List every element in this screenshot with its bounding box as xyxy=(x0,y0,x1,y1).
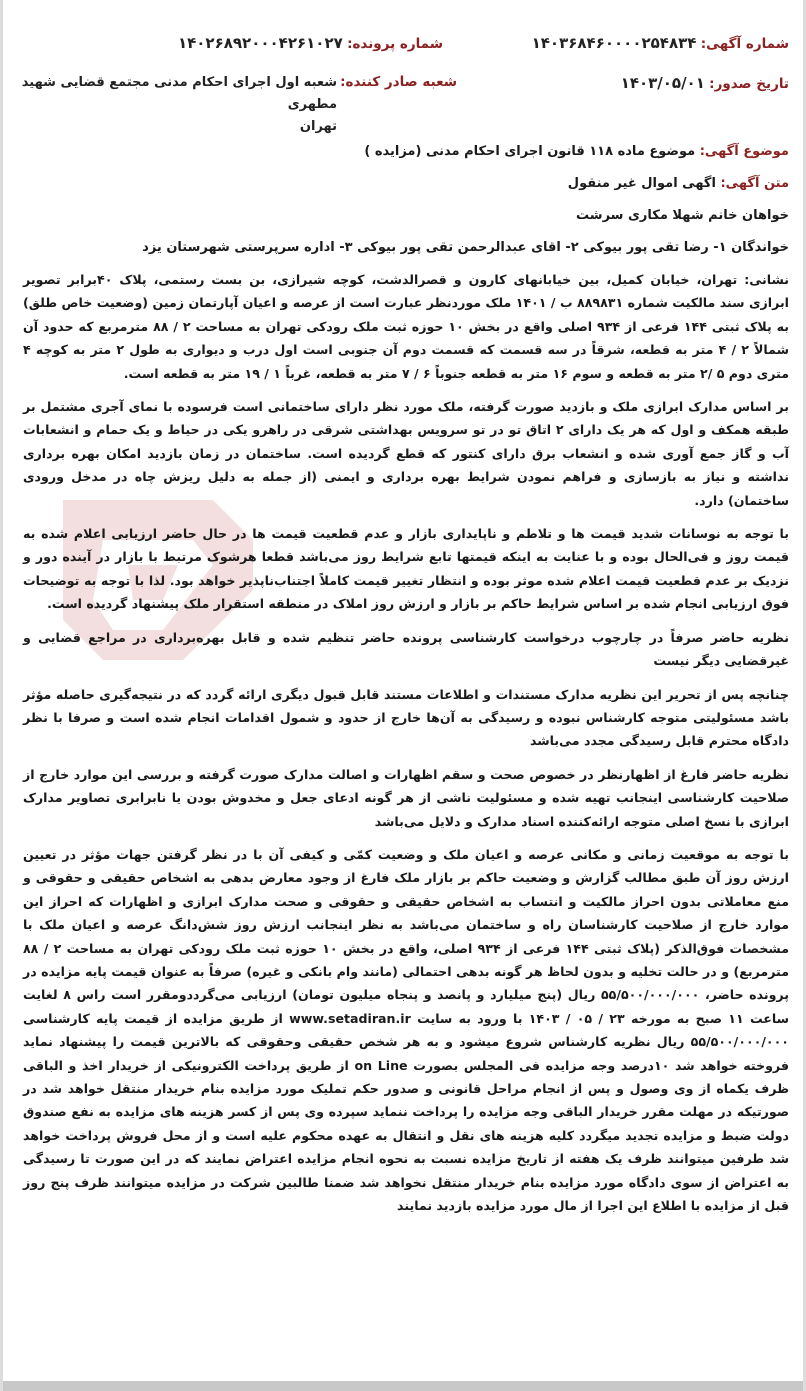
file-number-row xyxy=(178,34,443,52)
file-number-label: شماره پرونده: xyxy=(347,36,443,52)
paragraph-new-documents: چنانچه پس از تحریر این نظریه مدارک مستندات و اطلاعات مستند قابل قبول دیگری ارائه گردد که در نتیجه‌گیری حاصله مؤثر باشد مسئولیتی متوجه کارشناس نبوده و رسیدگی به آن‌ها خارج از حدود و شمول اقدامات انجام شده است و صرفا با نظر دادگاه محترم قابل رسیدگی مجدد می‌باشد xyxy=(23,686,789,749)
paragraph-address: نشانی: تهران، خیابان کمیل، بین خیابانهای کارون و قصرالدشت، کوچه شیرازی، بن بست رستمی، پلاک ۴۰برابر تصویر ابرازی سند مالکیت شماره ۸۸۹۸۳۱ ب / ۱۴۰۱ ملک موردنظر عبارت است از عرصه و اعیان آپارتمان زمین (وضعیت خاص طلق) به پلاک ثبتی ۱۴۴ فرعی از ۹۳۴ اصلی واقع در بخش ۱۰ حوزه ثبت ملک رودکی تهران به مساحت ۲ / ۸۸ مترمربع که حدود آن شمالاً ۲ / ۴ متر به قطعه، شرقاً در سه قسمت که قسمت دوم آن جنوبی است اول درب و دیواری به طول ۲ متر به کوچه ۴ متری دوم ۵ /۲ متر به قطعه و سوم ۱۶ متر به قطعه جنوباً ۶ / ۷ متر به قطعه، غرباً ۱ / ۱۹ متر به قطعه است. xyxy=(23,272,789,381)
paragraph-liability: نظریه حاضر فارغ از اظهارنظر در خصوص صحت و سقم اظهارات و اصالت مدارک صورت گرفته و بررسی این موارد خارج از صلاحیت کارشناسی اینجانب تهیه شده و مسئولیت ناشی از هر گونه ادعای جعل و مخدوش بودن یا نابرابری تصاویر مدارک ابرازی با نسخ اصلی متوجه ارائه‌کننده اسناد مدارک و دلایل می‌باشد xyxy=(23,766,789,829)
paragraph-scope: نظریه حاضر صرفاً در چارچوب درخواست کارشناسی پرونده حاضر تنظیم شده و قابل بهره‌برداری در مراجع قضایی و غیرقضایی دیگر نیست xyxy=(23,629,789,669)
issue-date-label: تاریخ صدور: xyxy=(709,76,789,92)
body-title-line xyxy=(23,172,789,195)
subject-text: موضوع ماده ۱۱۸ قانون اجرای احکام مدنی (مزایده ) xyxy=(364,144,696,159)
subject-label: موضوع آگهی: xyxy=(699,144,789,159)
file-number-value: ۱۴۰۲۶۸۹۲۰۰۰۴۲۶۱۰۲۷ xyxy=(177,34,343,52)
issuer-line-2: تهران xyxy=(299,119,337,134)
paragraph-valuation-auction: با توجه به موقعیت زمانی و مکانی عرصه و اعیان ملک و وضعیت کمّی و کیفی آن با در نظر گرفتن جهات مؤثر در تعیین ارزش روز آن طبق مطالب گزارش و وضعیت حاکم بر بازار ملک فارغ از وجود معارض بدهی به اشخاص حقیقی و حقوقی و منع معاملاتی بدون احراز مالکیت و انتساب به اشخاص حقیقی و حقوقی و صحت مدارک ابرازی و اظهارات که احراز این موارد خارج از صلاحیت کارشناسان راه و ساختمان می‌باشد به نظر اینجانب ارزش روز شش‌دانگ عرصه و اعیان ملک با مشخصات فوق‌الذکر (پلاک ثبتی ۱۴۴ فرعی از ۹۳۴ اصلی، واقع در بخش ۱۰ حوزه ثبت ملک رودکی تهران به مساحت ۲ / ۸۸ مترمربع) و در حالت تخلیه و بدون لحاظ هر گونه بدهی احتمالی (مانند وام بانکی و غیره) صرفاً به عنوان قیمت پایه مزایده در پرونده حاضر، ۵۵/۵۰۰/۰۰۰/۰۰۰ ریال (پنج میلیارد و پانصد و پنجاه میلیون تومان) ارزیابی می‌گرددومقرر است راس ۸ لغایت ساعت ۱۱ صبح به مورخه ۲۳ / ۰۵ / ۱۴۰۳ با ورود به سایت www.setadiran.ir از طریق مزایده از قیمت پایه کارشناسی ۵۵/۵۰۰/۰۰۰/۰۰۰ ریال نظریه کارشناس شروع میشود و به هر شخص حقیقی وحقوقی که بالاترین قیمت را پیشنهاد نماید فروخته خواهد شد ۱۰درصد وجه مزایده فی المجلس بصورت on Line از طریق پرداخت الکترونیکی از خریدار اخذ و الباقی ظرف یکماه از وی وصول و پس از انجام مراحل قانونی و صدور حکم تملیک مورد مزایده بنام خریدار منتقل خواهد شد در صورتیکه در مهلت مقرر خریدار الباقی وجه مزایده را پرداخت ننماید سپرده وی پس از کسر هزینه های مزایده به نفع صندوق دولت ضبط و مزایده تجدید میگردد کلیه هزینه های نقل و انتقال به عهده محکوم علیه است و از محل فروش پرداخت خواهد شد طرفین میتوانند ظرف یک هفته از تاریخ مزایده نسبت به نحوه انجام مزایده اعتراض نمایند که در این صورت تا رسیدگی به اعتراض از سوی دادگاه مورد مزایده بنام خریدار منتقل نخواهد شد ضمنا طالبین شرکت در مزایده میتوانند ظرف پنج روز قبل از مزایده با اطلاع این اجرا از مال مورد مزایده بازدید نمایند xyxy=(23,846,790,1214)
bottom-scrollbar-track xyxy=(3,1381,803,1391)
defendants-line: خواندگان ۱- رضا تقی پور بیوکی ۲- اقای عبدالرحمن تقی پور بیوکی ۳- اداره سرپرستی شهرستان یزد xyxy=(142,240,789,255)
issue-date-value: ۱۴۰۳/۰۵/۰۱ xyxy=(620,74,705,92)
paragraph-price-volatility: با توجه به نوسانات شدید قیمت ها و تلاطم و ناپایداری بازار و عدم قطعیت قیمت ها در حال حاضر ارزیابی اعلام شده به قیمت روز و فی‌الحال بوده و با عنایت به اینکه قیمتها تابع شرایط روز می‌باشد قطعا هرشوک مرتبط با بازار در آینده دور و نزدیک بر عدم قطعیت قیمت اعلام شده موثر بوده و انتظار تغییر قیمت کاملاً اجتناب‌ناپذیر خواهد بود. لذا با توجه به توضیحات فوق ارزیابی انجام شده بر اساس شرایط حاکم بر بازار و ارزش روز املاک در منطقه استقرار ملک پیشنهاد گردیده است. xyxy=(23,526,789,612)
issuer-label-row xyxy=(340,74,457,90)
petitioner-line: خواهان خانم شهلا مکاری سرشت xyxy=(576,208,789,223)
body-title-text: اگهی اموال غیر منقول xyxy=(567,176,716,191)
subject-line xyxy=(23,140,789,163)
body-title-label: متن آگهی: xyxy=(720,176,789,191)
ad-number-row xyxy=(532,34,789,52)
ad-number-value: ۱۴۰۳۶۸۴۶۰۰۰۰۲۵۴۸۳۴ xyxy=(531,34,697,52)
ad-number-label: شماره آگهی: xyxy=(700,36,789,52)
paragraph-inspection: بر اساس مدارک ابرازی ملک و بازدید صورت گرفته، ملک مورد نظر دارای ساختمانی است فرسوده با نمای آجری مشتمل بر طبقه همکف و اول که هر یک دارای ۲ اتاق تو در تو سرویس بهداشتی شرقی در راهرو یکی در حیاط و یک حمام و انشعابات آب و گاز جمع آوری شده و انشعاب برق دارای کنتور که قطع گردیده است. ساختمان در زمان بازدید امکان بهره برداری نداشته و نیاز به بازسازی و فراهم نمودن شرایط بهره برداری و ایمنی (از جمله به دلیل ریزش چاه در مدخل ورودی ساختمان) دارد. xyxy=(23,399,789,508)
ad-content xyxy=(23,140,789,1227)
issuer-label: شعبه صادر کننده: xyxy=(340,74,457,90)
issue-date-row xyxy=(621,74,789,92)
issuer-name xyxy=(7,72,337,138)
issuer-line-1: شعبه اول اجرای احکام مدنی مجتمع قضایی شهید مطهری xyxy=(21,75,337,112)
